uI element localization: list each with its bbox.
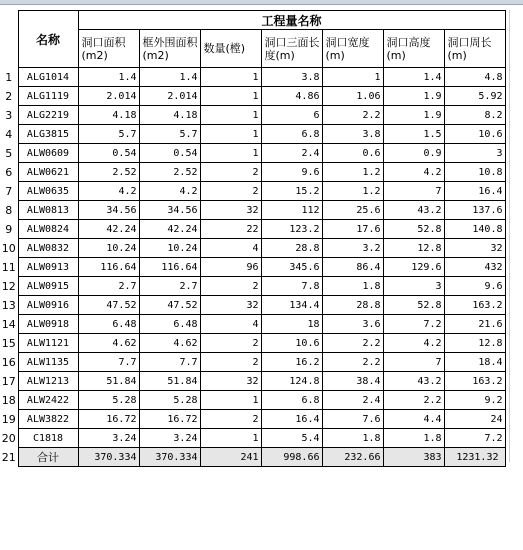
- row-number[interactable]: 5: [0, 144, 18, 163]
- value-cell[interactable]: 134.4: [261, 296, 322, 315]
- value-cell[interactable]: 2.7: [139, 277, 200, 296]
- value-cell[interactable]: 2.52: [139, 163, 200, 182]
- value-cell[interactable]: 116.64: [139, 258, 200, 277]
- value-cell[interactable]: 6.8: [261, 391, 322, 410]
- value-cell[interactable]: 1.2: [322, 182, 383, 201]
- value-cell[interactable]: 1.5: [383, 125, 444, 144]
- value-cell[interactable]: 1: [200, 391, 261, 410]
- value-cell[interactable]: 163.2: [444, 296, 505, 315]
- total-value-cell[interactable]: 998.66: [261, 448, 322, 467]
- value-cell[interactable]: 52.8: [383, 220, 444, 239]
- value-cell[interactable]: 0.54: [78, 144, 139, 163]
- value-cell[interactable]: 5.28: [139, 391, 200, 410]
- row-number[interactable]: 6: [0, 163, 18, 182]
- value-cell[interactable]: 163.2: [444, 372, 505, 391]
- row-number[interactable]: 8: [0, 201, 18, 220]
- value-cell[interactable]: 0.9: [383, 144, 444, 163]
- value-cell[interactable]: 28.8: [322, 296, 383, 315]
- row-number[interactable]: 1: [0, 68, 18, 87]
- value-cell[interactable]: 1.06: [322, 87, 383, 106]
- table-row: [0, 296, 505, 315]
- col-header-opening-area[interactable]: 洞口面积(m2): [78, 30, 139, 68]
- value-cell[interactable]: 2: [200, 353, 261, 372]
- value-cell[interactable]: 4: [200, 315, 261, 334]
- value-cell[interactable]: 2.014: [139, 87, 200, 106]
- row-number[interactable]: 14: [0, 315, 18, 334]
- value-cell[interactable]: 0.54: [139, 144, 200, 163]
- value-cell[interactable]: 2.7: [78, 277, 139, 296]
- row-name-cell[interactable]: ALW0916: [18, 296, 78, 315]
- value-cell[interactable]: 1: [200, 106, 261, 125]
- value-cell[interactable]: 3: [383, 277, 444, 296]
- value-cell[interactable]: 2.014: [78, 87, 139, 106]
- value-cell[interactable]: 18.4: [444, 353, 505, 372]
- quantity-table: [0, 10, 506, 467]
- value-cell[interactable]: 5.4: [261, 429, 322, 448]
- value-cell[interactable]: 32: [200, 201, 261, 220]
- value-cell[interactable]: 2.52: [78, 163, 139, 182]
- table-row: [0, 315, 505, 334]
- value-cell[interactable]: 6.48: [78, 315, 139, 334]
- value-cell[interactable]: 4.86: [261, 87, 322, 106]
- value-cell[interactable]: 17.6: [322, 220, 383, 239]
- value-cell[interactable]: 43.2: [383, 201, 444, 220]
- row-name-cell[interactable]: ALW0915: [18, 277, 78, 296]
- value-cell[interactable]: 3.8: [322, 125, 383, 144]
- value-cell[interactable]: 34.56: [139, 201, 200, 220]
- value-cell[interactable]: 16.2: [261, 353, 322, 372]
- value-cell[interactable]: 9.6: [261, 163, 322, 182]
- col-header-quantity[interactable]: 数量(樘): [200, 30, 261, 68]
- total-row: [0, 448, 505, 467]
- value-cell[interactable]: 123.2: [261, 220, 322, 239]
- value-cell[interactable]: 4.8: [444, 68, 505, 87]
- total-value-cell[interactable]: 232.66: [322, 448, 383, 467]
- value-cell[interactable]: 10.6: [261, 334, 322, 353]
- row-number[interactable]: 7: [0, 182, 18, 201]
- value-cell[interactable]: 21.6: [444, 315, 505, 334]
- value-cell[interactable]: 1.8: [322, 277, 383, 296]
- sheet-right-edge: [509, 10, 510, 462]
- table-row: [0, 258, 505, 277]
- table-row: [0, 372, 505, 391]
- row-number[interactable]: 11: [0, 258, 18, 277]
- row-name-cell[interactable]: ALW0918: [18, 315, 78, 334]
- name-column-header[interactable]: 名称: [18, 11, 78, 68]
- row-name-cell[interactable]: ALW2422: [18, 391, 78, 410]
- row-number[interactable]: 3: [0, 106, 18, 125]
- value-cell[interactable]: 2.2: [322, 334, 383, 353]
- value-cell[interactable]: 7.2: [444, 429, 505, 448]
- table-row: [0, 220, 505, 239]
- value-cell[interactable]: 15.2: [261, 182, 322, 201]
- row-name-cell[interactable]: ALG1014: [18, 68, 78, 87]
- value-cell[interactable]: 6.48: [139, 315, 200, 334]
- value-cell[interactable]: 24: [444, 410, 505, 429]
- value-cell[interactable]: 1: [322, 68, 383, 87]
- value-cell[interactable]: 1.2: [322, 163, 383, 182]
- table-row: [0, 429, 505, 448]
- row-number[interactable]: 12: [0, 277, 18, 296]
- value-cell[interactable]: 4.2: [383, 163, 444, 182]
- value-cell[interactable]: 25.6: [322, 201, 383, 220]
- row-number[interactable]: 17: [0, 372, 18, 391]
- row-number[interactable]: 2: [0, 87, 18, 106]
- value-cell[interactable]: 4.62: [78, 334, 139, 353]
- value-cell[interactable]: 5.7: [78, 125, 139, 144]
- value-cell[interactable]: 6.8: [261, 125, 322, 144]
- value-cell[interactable]: 1.9: [383, 87, 444, 106]
- value-cell[interactable]: 34.56: [78, 201, 139, 220]
- row-name-cell[interactable]: ALG1119: [18, 87, 78, 106]
- value-cell[interactable]: 7.2: [383, 315, 444, 334]
- value-cell[interactable]: 4.4: [383, 410, 444, 429]
- value-cell[interactable]: 3.6: [322, 315, 383, 334]
- value-cell[interactable]: 51.84: [78, 372, 139, 391]
- row-number-header-2: [0, 30, 18, 68]
- value-cell[interactable]: 7.7: [78, 353, 139, 372]
- row-name-cell[interactable]: ALW0824: [18, 220, 78, 239]
- value-cell[interactable]: 51.84: [139, 372, 200, 391]
- value-cell[interactable]: 4.2: [383, 334, 444, 353]
- table-row: [0, 144, 505, 163]
- value-cell[interactable]: 0.6: [322, 144, 383, 163]
- value-cell[interactable]: 32: [444, 239, 505, 258]
- value-cell[interactable]: 1.4: [383, 68, 444, 87]
- value-cell[interactable]: 4.2: [78, 182, 139, 201]
- value-cell[interactable]: 2: [200, 163, 261, 182]
- row-name-cell[interactable]: ALW0635: [18, 182, 78, 201]
- row-number[interactable]: 16: [0, 353, 18, 372]
- row-number[interactable]: 9: [0, 220, 18, 239]
- value-cell[interactable]: 4.2: [139, 182, 200, 201]
- value-cell[interactable]: 124.8: [261, 372, 322, 391]
- value-cell[interactable]: 22: [200, 220, 261, 239]
- row-name-cell[interactable]: C1818: [18, 429, 78, 448]
- value-cell[interactable]: 5.28: [78, 391, 139, 410]
- value-cell[interactable]: 1.8: [383, 429, 444, 448]
- row-number[interactable]: 19: [0, 410, 18, 429]
- row-name-cell[interactable]: ALG3815: [18, 125, 78, 144]
- value-cell[interactable]: 345.6: [261, 258, 322, 277]
- value-cell[interactable]: 10.24: [78, 239, 139, 258]
- col-header-opening-height[interactable]: 洞口高度(m): [383, 30, 444, 68]
- value-cell[interactable]: 32: [200, 296, 261, 315]
- value-cell[interactable]: 5.7: [139, 125, 200, 144]
- table-title[interactable]: 工程量名称: [78, 11, 505, 30]
- col-header-frame-area[interactable]: 框外围面积(m2): [139, 30, 200, 68]
- table-row: [0, 163, 505, 182]
- table-row: [0, 353, 505, 372]
- value-cell[interactable]: 1.4: [139, 68, 200, 87]
- row-name-cell[interactable]: ALW0609: [18, 144, 78, 163]
- row-name-cell[interactable]: ALG2219: [18, 106, 78, 125]
- table-row: [0, 201, 505, 220]
- value-cell[interactable]: 3.24: [78, 429, 139, 448]
- table-row: [0, 277, 505, 296]
- value-cell[interactable]: 10.8: [444, 163, 505, 182]
- value-cell[interactable]: 6: [261, 106, 322, 125]
- total-value-cell[interactable]: 383: [383, 448, 444, 467]
- row-number[interactable]: 13: [0, 296, 18, 315]
- window-top-strip: [0, 0, 523, 5]
- value-cell[interactable]: 3.8: [261, 68, 322, 87]
- value-cell[interactable]: 3: [444, 144, 505, 163]
- table-row: [0, 87, 505, 106]
- value-cell[interactable]: 12.8: [444, 334, 505, 353]
- value-cell[interactable]: 28.8: [261, 239, 322, 258]
- total-label-cell[interactable]: 合计: [18, 448, 78, 467]
- value-cell[interactable]: 8.2: [444, 106, 505, 125]
- row-name-cell[interactable]: ALW1135: [18, 353, 78, 372]
- value-cell[interactable]: 1.4: [78, 68, 139, 87]
- value-cell[interactable]: 7.6: [322, 410, 383, 429]
- row-number[interactable]: 21: [0, 448, 18, 467]
- total-value-cell[interactable]: 241: [200, 448, 261, 467]
- value-cell[interactable]: 1: [200, 429, 261, 448]
- table-row: [0, 125, 505, 144]
- value-cell[interactable]: 3.2: [322, 239, 383, 258]
- value-cell[interactable]: 7: [383, 353, 444, 372]
- value-cell[interactable]: 47.52: [139, 296, 200, 315]
- value-cell[interactable]: 10.24: [139, 239, 200, 258]
- value-cell[interactable]: 96: [200, 258, 261, 277]
- value-cell[interactable]: 42.24: [78, 220, 139, 239]
- value-cell[interactable]: 4: [200, 239, 261, 258]
- value-cell[interactable]: 4.18: [139, 106, 200, 125]
- value-cell[interactable]: 32: [200, 372, 261, 391]
- value-cell[interactable]: 16.4: [261, 410, 322, 429]
- value-cell[interactable]: 38.4: [322, 372, 383, 391]
- value-cell[interactable]: 5.92: [444, 87, 505, 106]
- row-number[interactable]: 4: [0, 125, 18, 144]
- value-cell[interactable]: 7.8: [261, 277, 322, 296]
- value-cell[interactable]: 2: [200, 410, 261, 429]
- total-value-cell[interactable]: 370.334: [139, 448, 200, 467]
- value-cell[interactable]: 9.2: [444, 391, 505, 410]
- value-cell[interactable]: 2.2: [322, 106, 383, 125]
- value-cell[interactable]: 2.2: [383, 391, 444, 410]
- value-cell[interactable]: 16.4: [444, 182, 505, 201]
- col-header-opening-width[interactable]: 洞口宽度(m): [322, 30, 383, 68]
- row-number[interactable]: 10: [0, 239, 18, 258]
- value-cell[interactable]: 1.9: [383, 106, 444, 125]
- total-value-cell[interactable]: 370.334: [78, 448, 139, 467]
- row-name-cell[interactable]: ALW0832: [18, 239, 78, 258]
- value-cell[interactable]: 9.6: [444, 277, 505, 296]
- table-row: [0, 239, 505, 258]
- row-name-cell[interactable]: ALW1121: [18, 334, 78, 353]
- col-header-three-side-length[interactable]: 洞口三面长度(m): [261, 30, 322, 68]
- value-cell[interactable]: 2.4: [261, 144, 322, 163]
- table-row: [0, 106, 505, 125]
- value-cell[interactable]: 3.24: [139, 429, 200, 448]
- value-cell[interactable]: 86.4: [322, 258, 383, 277]
- value-cell[interactable]: 4.18: [78, 106, 139, 125]
- row-number[interactable]: 18: [0, 391, 18, 410]
- row-number[interactable]: 20: [0, 429, 18, 448]
- value-cell[interactable]: 2.2: [322, 353, 383, 372]
- value-cell[interactable]: 4.62: [139, 334, 200, 353]
- value-cell[interactable]: 129.6: [383, 258, 444, 277]
- table-row: [0, 68, 505, 87]
- value-cell[interactable]: 2: [200, 277, 261, 296]
- value-cell[interactable]: 10.6: [444, 125, 505, 144]
- value-cell[interactable]: 1: [200, 87, 261, 106]
- row-number[interactable]: 15: [0, 334, 18, 353]
- value-cell[interactable]: 1: [200, 125, 261, 144]
- value-cell[interactable]: 16.72: [139, 410, 200, 429]
- value-cell[interactable]: 2: [200, 334, 261, 353]
- value-cell[interactable]: 12.8: [383, 239, 444, 258]
- value-cell[interactable]: 1: [200, 144, 261, 163]
- value-cell[interactable]: 52.8: [383, 296, 444, 315]
- table-row: [0, 391, 505, 410]
- value-cell[interactable]: 43.2: [383, 372, 444, 391]
- table-row: [0, 410, 505, 429]
- value-cell[interactable]: 1.8: [322, 429, 383, 448]
- value-cell[interactable]: 116.64: [78, 258, 139, 277]
- value-cell[interactable]: 16.72: [78, 410, 139, 429]
- value-cell[interactable]: 42.24: [139, 220, 200, 239]
- header-row-1: [0, 11, 505, 30]
- total-value-cell[interactable]: 1231.32: [444, 448, 505, 467]
- value-cell[interactable]: 7: [383, 182, 444, 201]
- row-name-cell[interactable]: ALW3822: [18, 410, 78, 429]
- value-cell[interactable]: 47.52: [78, 296, 139, 315]
- table-row: [0, 334, 505, 353]
- table-row: [0, 182, 505, 201]
- value-cell[interactable]: 18: [261, 315, 322, 334]
- value-cell[interactable]: 1: [200, 68, 261, 87]
- row-name-cell[interactable]: ALW0813: [18, 201, 78, 220]
- value-cell[interactable]: 7.7: [139, 353, 200, 372]
- row-number-header: [0, 11, 18, 30]
- value-cell[interactable]: 2.4: [322, 391, 383, 410]
- value-cell[interactable]: 137.6: [444, 201, 505, 220]
- row-name-cell[interactable]: ALW0913: [18, 258, 78, 277]
- spreadsheet: [0, 10, 506, 467]
- value-cell[interactable]: 140.8: [444, 220, 505, 239]
- row-name-cell[interactable]: ALW0621: [18, 163, 78, 182]
- col-header-opening-perimeter[interactable]: 洞口周长(m): [444, 30, 505, 68]
- value-cell[interactable]: 112: [261, 201, 322, 220]
- value-cell[interactable]: 432: [444, 258, 505, 277]
- row-name-cell[interactable]: ALW1213: [18, 372, 78, 391]
- value-cell[interactable]: 2: [200, 182, 261, 201]
